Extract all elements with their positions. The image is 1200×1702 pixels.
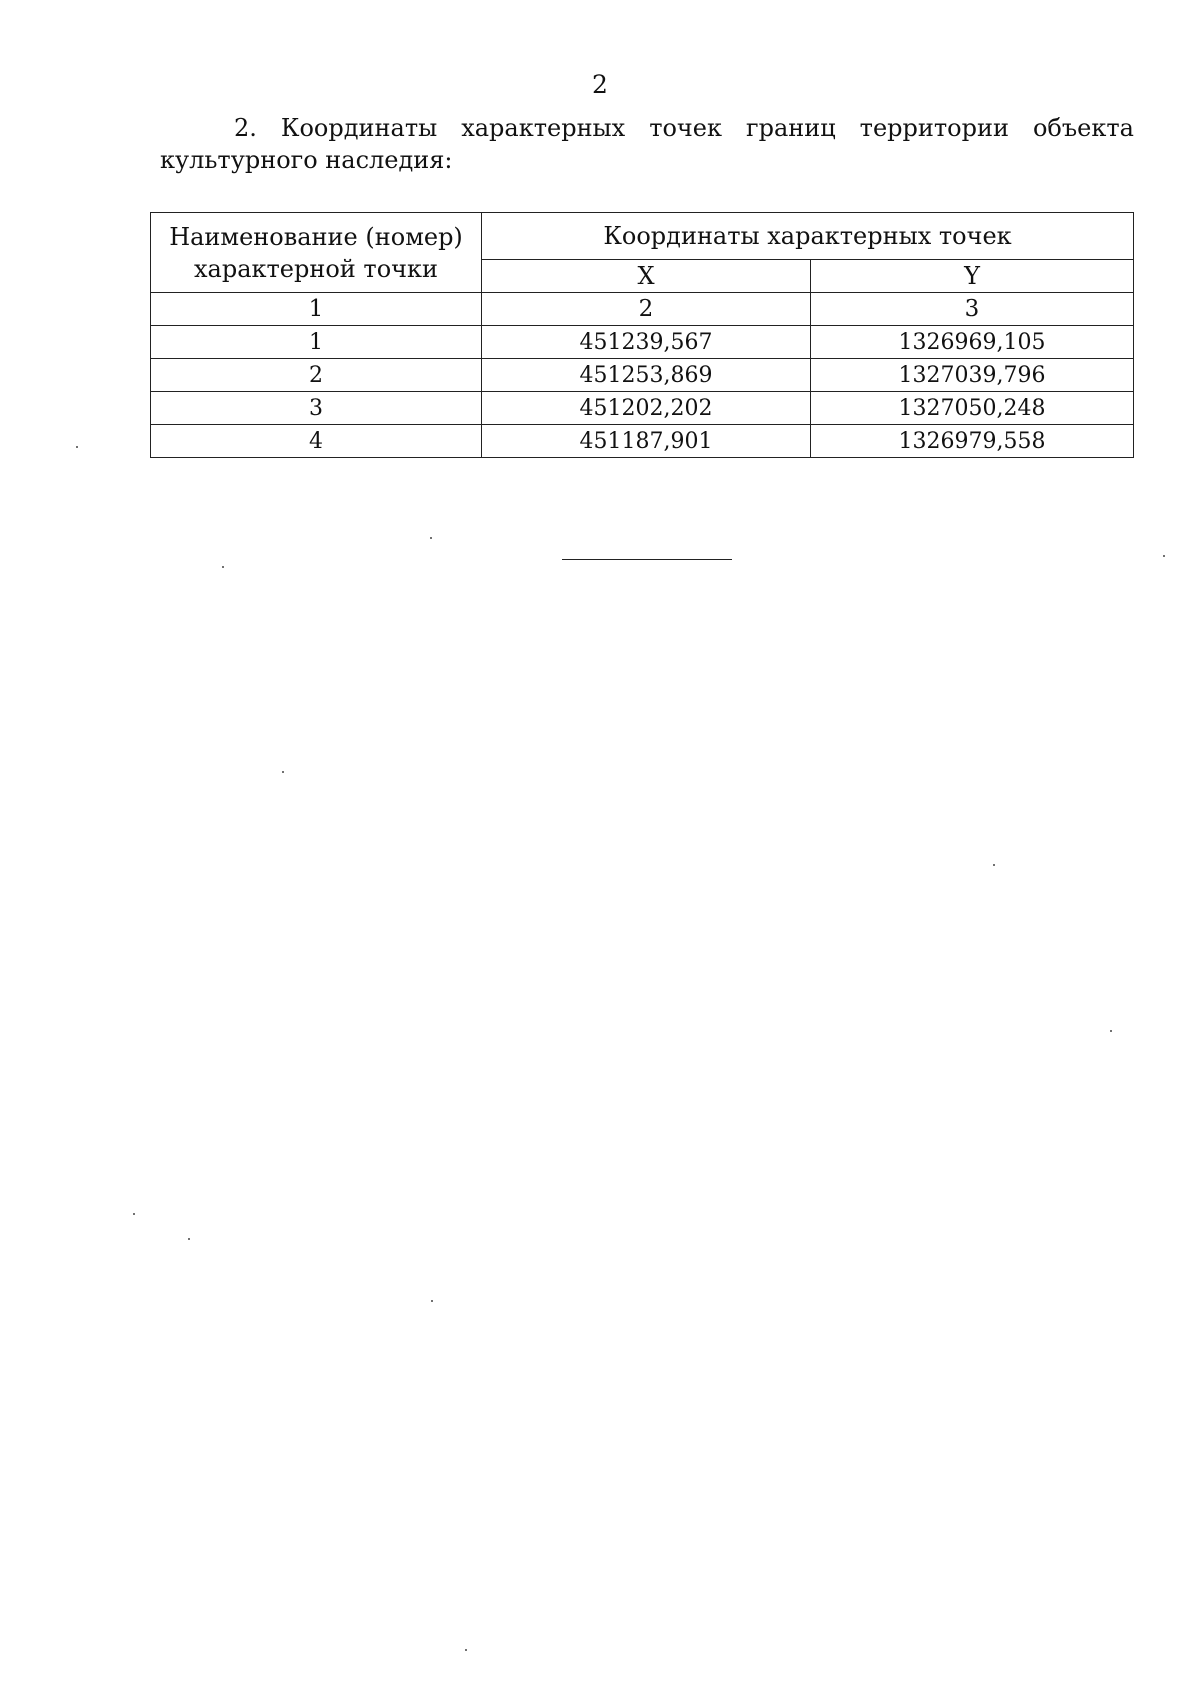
scan-speck (188, 1238, 190, 1240)
header-point-name: Наименование (номер) характерной точки (151, 213, 482, 293)
scan-speck (222, 566, 224, 568)
column-number-row (151, 293, 1134, 326)
table-row (151, 326, 1134, 359)
column-number: 1 (151, 293, 482, 326)
table-header-row (151, 213, 1134, 260)
scan-speck (1110, 1030, 1112, 1032)
x-value: 451187,901 (482, 425, 811, 458)
table-row (151, 425, 1134, 458)
intro-word: границ (746, 114, 836, 142)
table-row (151, 392, 1134, 425)
header-y: Y (811, 260, 1134, 293)
column-number: 3 (811, 293, 1134, 326)
intro-word: точек (649, 114, 722, 142)
page-number: 2 (592, 70, 608, 99)
header-coordinates: Координаты характерных точек (482, 213, 1134, 260)
end-of-document-rule (562, 559, 732, 560)
y-value: 1327039,796 (811, 359, 1134, 392)
point-number: 4 (151, 425, 482, 458)
x-value: 451202,202 (482, 392, 811, 425)
intro-word: 2. (234, 114, 257, 142)
x-value: 451253,869 (482, 359, 811, 392)
scan-speck (1163, 555, 1165, 557)
scan-speck (431, 1300, 433, 1302)
header-x: X (482, 260, 811, 293)
intro-word: объекта (1032, 114, 1134, 142)
y-value: 1326969,105 (811, 326, 1134, 359)
scan-speck (282, 771, 284, 773)
intro-word: характерных (461, 114, 626, 142)
intro-line-1 (160, 112, 1134, 144)
scan-speck (993, 864, 995, 866)
y-value: 1327050,248 (811, 392, 1134, 425)
scan-speck (133, 1213, 135, 1215)
y-value: 1326979,558 (811, 425, 1134, 458)
coordinates-table (150, 212, 1134, 458)
intro-word: Координаты (280, 114, 438, 142)
scan-speck (465, 1649, 467, 1651)
intro-paragraph (160, 112, 1134, 176)
column-number: 2 (482, 293, 811, 326)
table-row (151, 359, 1134, 392)
intro-word: территории (859, 114, 1009, 142)
point-number: 2 (151, 359, 482, 392)
point-number: 1 (151, 326, 482, 359)
scan-speck (430, 537, 432, 539)
intro-line-2: культурного наследия: (160, 146, 453, 174)
x-value: 451239,567 (482, 326, 811, 359)
point-number: 3 (151, 392, 482, 425)
scan-speck (76, 446, 78, 448)
